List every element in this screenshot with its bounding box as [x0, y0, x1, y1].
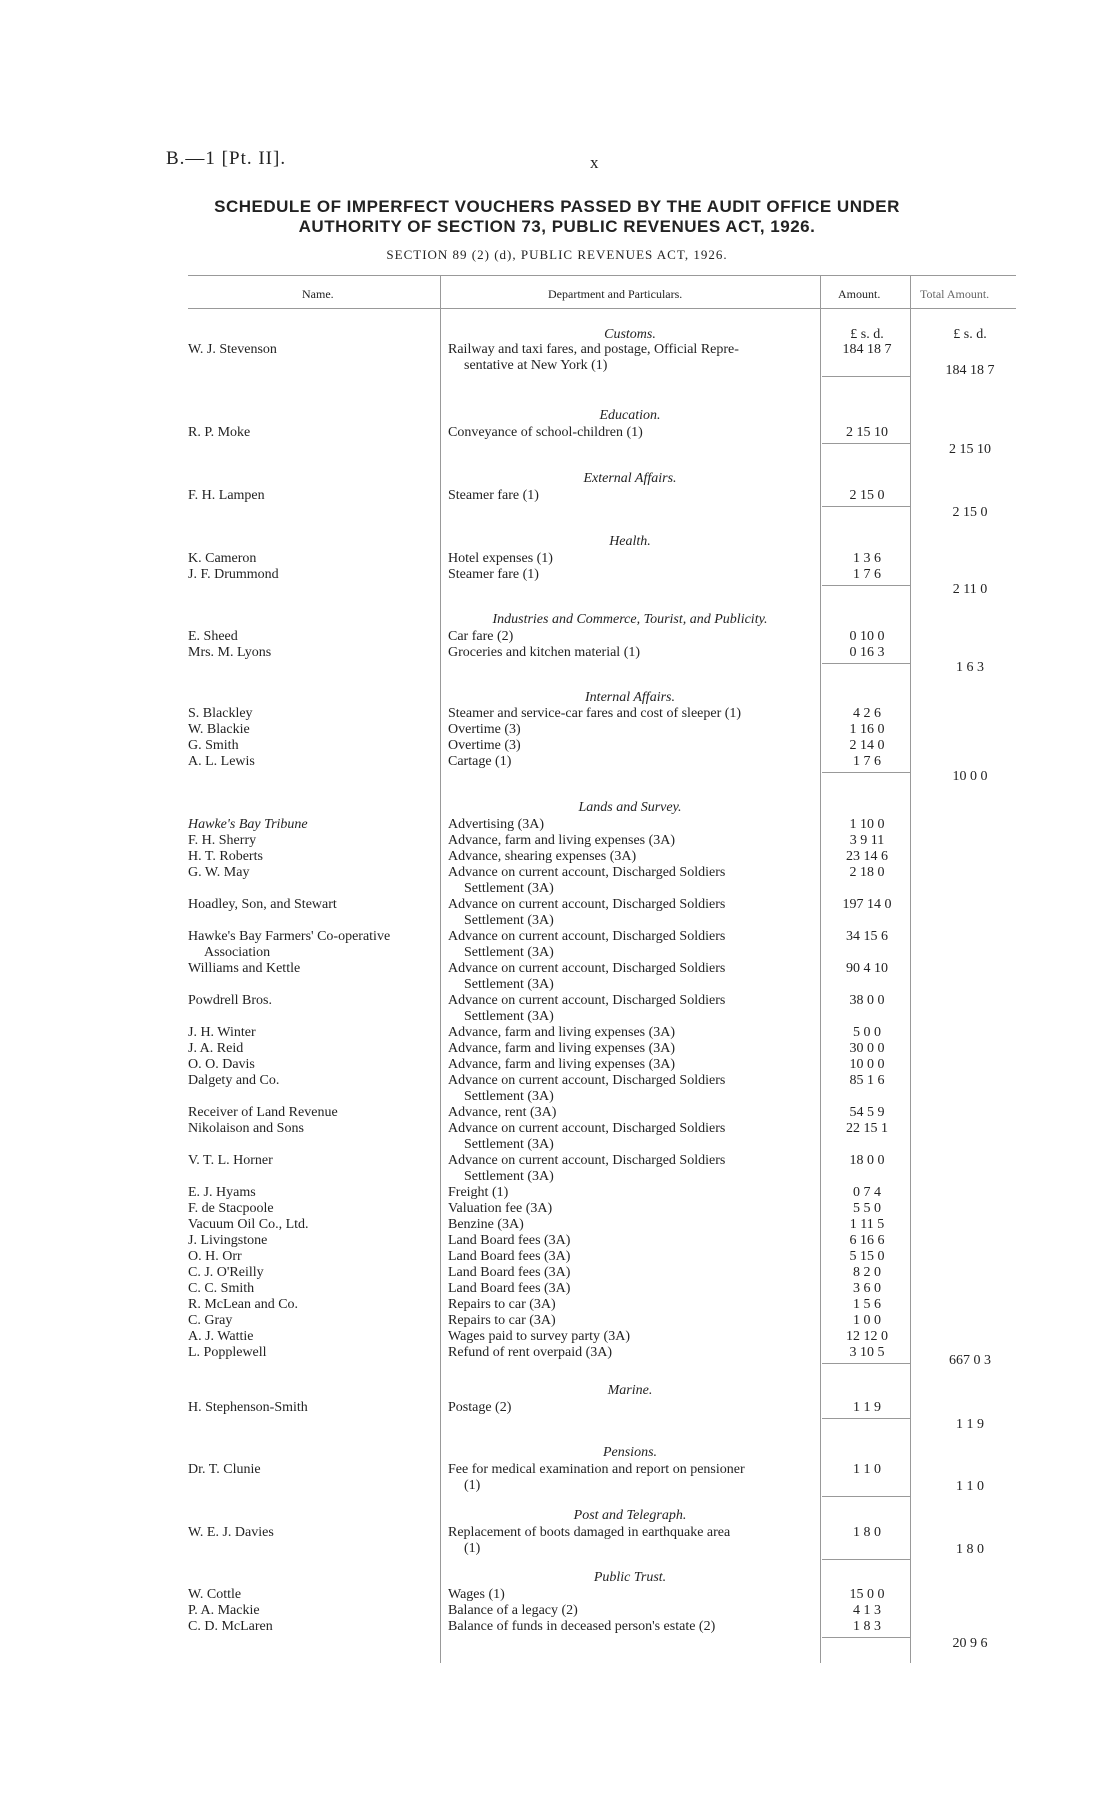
- row-particulars-continued: Settlement (3A): [464, 1169, 554, 1184]
- table-row: [0, 1249, 1114, 1266]
- table-row: [0, 1281, 1114, 1298]
- table-row: [0, 488, 1114, 505]
- row-name: A. L. Lewis: [188, 754, 255, 769]
- table-row: [0, 551, 1114, 568]
- row-particulars-continued: Settlement (3A): [464, 913, 554, 928]
- row-name: J. A. Reid: [188, 1041, 244, 1056]
- row-amount: 1 1 9: [853, 1400, 881, 1415]
- title-line-1: SCHEDULE OF IMPERFECT VOUCHERS PASSED BY THE AUDIT OFFICE UNDER: [214, 197, 900, 216]
- row-amount: 1 10 0: [849, 817, 885, 832]
- row-amount: 6 16 6: [849, 1233, 885, 1248]
- table-row: [0, 1105, 1114, 1122]
- table-row-continuation: [0, 977, 1114, 994]
- schedule-title: [0, 197, 1114, 237]
- row-name: P. A. Mackie: [188, 1603, 260, 1618]
- section-amount-underline-marine: [822, 1418, 910, 1419]
- row-amount: 1 1 0: [853, 1462, 881, 1477]
- section-title-industries: Industries and Commerce, Tourist, and Publicity.: [492, 612, 768, 627]
- row-name: S. Blackley: [188, 706, 253, 721]
- row-particulars: Land Board fees (3A): [448, 1249, 571, 1264]
- section-amount-underline-trust: [822, 1637, 910, 1638]
- row-particulars: Car fare (2): [448, 629, 514, 644]
- row-particulars-continued: sentative at New York (1): [464, 358, 608, 373]
- row-name: W. Blackie: [188, 722, 250, 737]
- table-row: [0, 1025, 1114, 1042]
- table-row: [0, 425, 1114, 442]
- row-amount: 1 11 5: [849, 1217, 885, 1232]
- section-total-external: 2 15 0: [952, 505, 988, 520]
- column-header-total: Total Amount.: [920, 287, 990, 301]
- row-particulars-continued: Settlement (3A): [464, 1137, 554, 1152]
- row-particulars: Land Board fees (3A): [448, 1233, 571, 1248]
- header-bottom-rule: [188, 308, 1016, 309]
- section-total-lands: 667 0 3: [949, 1353, 991, 1368]
- row-name: E. Sheed: [188, 629, 238, 644]
- section-title-pensions: Pensions.: [602, 1445, 658, 1460]
- row-particulars: Replacement of boots damaged in earthquake area: [448, 1525, 731, 1540]
- row-amount: 0 7 4: [853, 1185, 881, 1200]
- row-name: W. Cottle: [188, 1587, 242, 1602]
- section-amount-underline-health: [822, 585, 910, 586]
- row-name: Receiver of Land Revenue: [188, 1105, 338, 1120]
- table-row: [0, 849, 1114, 866]
- row-name: J. H. Winter: [188, 1025, 256, 1040]
- title-line-2: AUTHORITY OF SECTION 73, PUBLIC REVENUES ACT, 1926.: [298, 217, 816, 236]
- row-particulars: Steamer fare (1): [448, 488, 539, 503]
- row-name: F. H. Sherry: [188, 833, 257, 848]
- section-title-trust: Public Trust.: [593, 1570, 667, 1585]
- table-row-continuation: [0, 1137, 1114, 1154]
- page-number: x: [590, 153, 599, 172]
- row-name: H. Stephenson-Smith: [188, 1400, 308, 1415]
- row-particulars: Fee for medical examination and report on pensioner: [448, 1462, 745, 1477]
- row-name: Hawke's Bay Tribune: [188, 817, 308, 832]
- section-title-lands: Lands and Survey.: [578, 800, 682, 815]
- row-amount: 3 10 5: [849, 1345, 885, 1360]
- table-row: [0, 1217, 1114, 1234]
- row-particulars: Conveyance of school-children (1): [448, 425, 643, 440]
- row-particulars: Advance on current account, Discharged Soldiers: [448, 865, 726, 880]
- row-amount: 1 0 0: [853, 1313, 881, 1328]
- row-particulars: Benzine (3A): [448, 1217, 524, 1232]
- row-particulars: Refund of rent overpaid (3A): [448, 1345, 613, 1360]
- row-name: C. D. McLaren: [188, 1619, 273, 1634]
- table-row: [0, 1153, 1114, 1170]
- row-particulars-continued: Settlement (3A): [464, 945, 554, 960]
- row-name: A. J. Wattie: [188, 1329, 254, 1344]
- row-amount: 5 0 0: [853, 1025, 881, 1040]
- section-title-marine: Marine.: [607, 1383, 653, 1398]
- section-title-post: Post and Telegraph.: [573, 1508, 687, 1523]
- row-amount: 2 15 10: [846, 425, 888, 440]
- section-total-internal: 10 0 0: [952, 769, 988, 784]
- row-particulars: Freight (1): [448, 1185, 509, 1200]
- column-header-name: Name.: [302, 287, 334, 301]
- row-name: R. P. Moke: [188, 425, 251, 440]
- table-row: [0, 1121, 1114, 1138]
- row-particulars: Advance on current account, Discharged Soldiers: [448, 1153, 726, 1168]
- table-row: [0, 1462, 1114, 1479]
- table-row-continuation: [0, 1169, 1114, 1186]
- row-particulars: Advance, farm and living expenses (3A): [448, 1041, 676, 1056]
- row-amount: 184 18 7: [842, 342, 892, 357]
- row-name: Dr. T. Clunie: [188, 1462, 261, 1477]
- row-name: W. E. J. Davies: [188, 1525, 274, 1540]
- row-particulars-continued: (1): [464, 1541, 481, 1556]
- row-amount: 12 12 0: [846, 1329, 888, 1344]
- row-name: Williams and Kettle: [188, 961, 301, 976]
- row-amount: 54 5 9: [849, 1105, 885, 1120]
- row-name: O. O. Davis: [188, 1057, 255, 1072]
- table-row: [0, 929, 1114, 946]
- row-name: O. H. Orr: [188, 1249, 242, 1264]
- row-amount: 23 14 6: [846, 849, 888, 864]
- section-total-trust: 20 9 6: [952, 1636, 988, 1651]
- table-row: [0, 897, 1114, 914]
- row-name: V. T. L. Horner: [188, 1153, 273, 1168]
- row-particulars: Repairs to car (3A): [448, 1297, 556, 1312]
- currency-symbols: £ s. d.: [850, 327, 884, 342]
- section-total-customs: 184 18 7: [945, 363, 995, 378]
- row-name: Hoadley, Son, and Stewart: [188, 897, 337, 912]
- row-amount: 1 5 6: [853, 1297, 881, 1312]
- row-particulars: Cartage (1): [448, 754, 512, 769]
- table-row-continuation: [0, 1009, 1114, 1026]
- section-total-pensions: 1 1 0: [956, 1479, 984, 1494]
- row-particulars-continued: Settlement (3A): [464, 1009, 554, 1024]
- row-amount: 3 9 11: [849, 833, 885, 848]
- row-particulars: Balance of funds in deceased person's estate (2): [448, 1619, 716, 1634]
- table-row: [0, 706, 1114, 723]
- row-particulars: Advance on current account, Discharged Soldiers: [448, 1073, 726, 1088]
- row-particulars: Steamer and service-car fares and cost of sleeper (1): [448, 706, 742, 721]
- table-row: [0, 1619, 1114, 1636]
- row-name: J. Livingstone: [188, 1233, 268, 1248]
- row-name: Hawke's Bay Farmers' Co-operative: [188, 929, 391, 944]
- section-amount-underline-education: [822, 443, 910, 444]
- table-row: [0, 961, 1114, 978]
- row-name-continued: Association: [204, 945, 271, 960]
- table-row-continuation: [0, 913, 1114, 930]
- row-amount: 3 6 0: [853, 1281, 881, 1296]
- row-amount: 0 10 0: [849, 629, 885, 644]
- row-amount: 34 15 6: [846, 929, 888, 944]
- row-particulars: Steamer fare (1): [448, 567, 539, 582]
- row-amount: 4 2 6: [853, 706, 881, 721]
- row-amount: 22 15 1: [846, 1121, 888, 1136]
- row-particulars-continued: (1): [464, 1478, 481, 1493]
- row-particulars: Advance, farm and living expenses (3A): [448, 833, 676, 848]
- row-name: Vacuum Oil Co., Ltd.: [188, 1217, 309, 1232]
- section-amount-underline-industries: [822, 663, 910, 664]
- table-top-rule: [188, 275, 1016, 276]
- section-total-education: 2 15 10: [949, 442, 991, 457]
- table-row: [0, 993, 1114, 1010]
- row-amount: 0 16 3: [849, 645, 885, 660]
- header-ref: B.—1 [Pt. II].: [166, 148, 287, 169]
- row-name: F. H. Lampen: [188, 488, 265, 503]
- row-amount: 1 3 6: [853, 551, 881, 566]
- row-amount: 30 0 0: [849, 1041, 885, 1056]
- table-row: [0, 1313, 1114, 1330]
- row-particulars: Balance of a legacy (2): [448, 1603, 578, 1618]
- row-amount: 1 7 6: [853, 567, 881, 582]
- row-amount: 2 14 0: [849, 738, 885, 753]
- row-particulars: Groceries and kitchen material (1): [448, 645, 641, 660]
- row-name: W. J. Stevenson: [188, 342, 277, 357]
- table-row: [0, 1201, 1114, 1218]
- section-title-external: External Affairs.: [583, 471, 677, 486]
- section-title-customs: Customs.: [604, 327, 656, 342]
- table-row: [0, 1329, 1114, 1346]
- table-row: [0, 629, 1114, 646]
- table-row: [0, 1297, 1114, 1314]
- row-particulars: Advance, farm and living expenses (3A): [448, 1025, 676, 1040]
- table-row: [0, 817, 1114, 834]
- row-particulars: Advance on current account, Discharged Soldiers: [448, 897, 726, 912]
- section-title-internal: Internal Affairs.: [585, 690, 675, 705]
- row-particulars-continued: Settlement (3A): [464, 977, 554, 992]
- section-amount-underline-internal: [822, 772, 910, 773]
- row-name: F. de Stacpoole: [188, 1201, 274, 1216]
- row-name: R. McLean and Co.: [188, 1297, 299, 1312]
- section-total-health: 2 11 0: [952, 582, 988, 597]
- row-particulars: Advance, rent (3A): [448, 1105, 557, 1120]
- row-amount: 1 16 0: [849, 722, 885, 737]
- row-amount: 197 14 0: [842, 897, 892, 912]
- row-particulars: Repairs to car (3A): [448, 1313, 556, 1328]
- row-particulars: Advance on current account, Discharged Soldiers: [448, 929, 726, 944]
- row-particulars: Advance, shearing expenses (3A): [448, 849, 637, 864]
- table-row-continuation: [0, 1089, 1114, 1106]
- row-particulars: Overtime (3): [448, 722, 521, 737]
- row-amount: 1 8 0: [853, 1525, 881, 1540]
- row-amount: 85 1 6: [849, 1073, 885, 1088]
- row-particulars: Wages (1): [448, 1587, 505, 1602]
- section-total-marine: 1 1 9: [956, 1417, 984, 1432]
- table-row: [0, 1587, 1114, 1604]
- row-name: K. Cameron: [188, 551, 257, 566]
- column-header-dept: Department and Particulars.: [548, 287, 683, 301]
- row-name: Nikolaison and Sons: [188, 1121, 304, 1136]
- row-amount: 5 5 0: [853, 1201, 881, 1216]
- table-row: [0, 1233, 1114, 1250]
- table-row: [0, 722, 1114, 739]
- row-particulars: Valuation fee (3A): [448, 1201, 553, 1216]
- row-name: Mrs. M. Lyons: [188, 645, 272, 660]
- row-name: J. F. Drummond: [188, 567, 279, 582]
- row-name: H. T. Roberts: [188, 849, 263, 864]
- row-particulars: Postage (2): [448, 1400, 512, 1415]
- column-header-amount: Amount.: [838, 287, 881, 301]
- row-amount: 15 0 0: [849, 1587, 885, 1602]
- row-particulars: Hotel expenses (1): [448, 551, 553, 566]
- table-row: [0, 1185, 1114, 1202]
- row-amount: 90 4 10: [846, 961, 888, 976]
- row-name: Dalgety and Co.: [188, 1073, 280, 1088]
- row-particulars: Wages paid to survey party (3A): [448, 1329, 630, 1344]
- table-row: [0, 1265, 1114, 1282]
- row-name: E. J. Hyams: [188, 1185, 256, 1200]
- row-particulars: Advance, farm and living expenses (3A): [448, 1057, 676, 1072]
- section-subtitle: SECTION 89 (2) (d), PUBLIC REVENUES ACT, 1926.: [386, 247, 728, 262]
- row-amount: 38 0 0: [849, 993, 885, 1008]
- table-row-continuation: [0, 945, 1114, 962]
- table-row: [0, 1400, 1114, 1417]
- row-amount: 1 7 6: [853, 754, 881, 769]
- row-amount: 10 0 0: [849, 1057, 885, 1072]
- section-total-industries: 1 6 3: [956, 660, 984, 675]
- section-amount-underline-lands: [822, 1363, 910, 1364]
- table-row: [0, 1525, 1114, 1542]
- row-name: C. C. Smith: [188, 1281, 255, 1296]
- row-name: G. W. May: [188, 865, 250, 880]
- table-row: [0, 1041, 1114, 1058]
- section-title-education: Education.: [599, 408, 661, 423]
- table-row: [0, 833, 1114, 850]
- section-total-post: 1 8 0: [956, 1542, 984, 1557]
- section-amount-underline-external: [822, 506, 910, 507]
- row-name: L. Popplewell: [188, 1345, 267, 1360]
- row-amount: 2 15 0: [849, 488, 885, 503]
- row-amount: 2 18 0: [849, 865, 885, 880]
- row-name: G. Smith: [188, 738, 239, 753]
- currency-symbols-total: £ s. d.: [953, 327, 987, 342]
- table-row-continuation: [0, 881, 1114, 898]
- table-row: [0, 342, 1114, 359]
- section-amount-underline-customs: [822, 376, 910, 377]
- row-amount: 4 1 3: [853, 1603, 881, 1618]
- row-name: C. Gray: [188, 1313, 233, 1328]
- row-particulars-continued: Settlement (3A): [464, 881, 554, 896]
- row-particulars: Land Board fees (3A): [448, 1281, 571, 1296]
- row-name: Powdrell Bros.: [188, 993, 272, 1008]
- row-particulars: Advance on current account, Discharged Soldiers: [448, 993, 726, 1008]
- row-particulars: Advance on current account, Discharged Soldiers: [448, 961, 726, 976]
- row-amount: 8 2 0: [853, 1265, 881, 1280]
- table-row: [0, 865, 1114, 882]
- row-particulars-continued: Settlement (3A): [464, 1089, 554, 1104]
- section-title-health: Health.: [609, 534, 651, 549]
- row-particulars: Railway and taxi fares, and postage, Official Repre-: [448, 342, 739, 357]
- row-amount: 1 8 3: [853, 1619, 881, 1634]
- row-particulars: Land Board fees (3A): [448, 1265, 571, 1280]
- row-amount: 18 0 0: [849, 1153, 885, 1168]
- row-name: C. J. O'Reilly: [188, 1265, 264, 1280]
- section-amount-underline-pensions: [822, 1496, 910, 1497]
- section-amount-underline-post: [822, 1559, 910, 1560]
- row-amount: 5 15 0: [849, 1249, 885, 1264]
- row-particulars: Overtime (3): [448, 738, 521, 753]
- table-row: [0, 1073, 1114, 1090]
- row-particulars: Advertising (3A): [448, 817, 545, 832]
- table-row: [0, 1057, 1114, 1074]
- table-row: [0, 1603, 1114, 1620]
- row-particulars: Advance on current account, Discharged Soldiers: [448, 1121, 726, 1136]
- table-row: [0, 738, 1114, 755]
